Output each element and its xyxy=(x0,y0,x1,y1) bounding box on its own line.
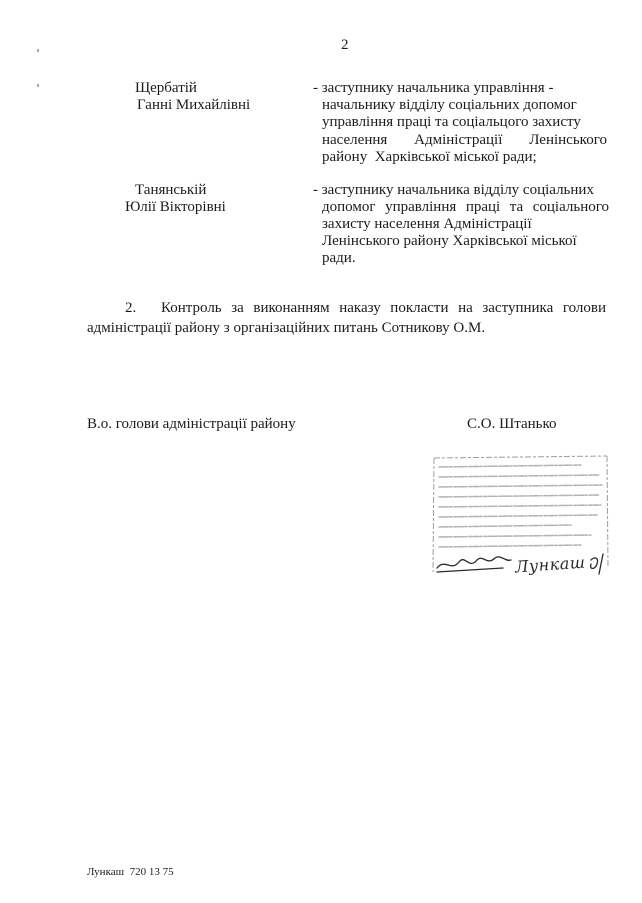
scan-speck xyxy=(37,84,39,87)
scan-speck xyxy=(37,49,39,52)
page-number: 2 xyxy=(341,37,349,53)
appointee-2-position-line: Ленінського району Харківської міської xyxy=(322,233,577,249)
stamp-signature: Лункаш xyxy=(514,552,586,577)
paragraph-line: адміністрації району з організаційних питань Сотникову О.М. xyxy=(87,320,486,336)
executor-footer: Лункаш 720 13 75 xyxy=(87,866,174,878)
appointee-1-name: Ганні Михайлівні xyxy=(137,97,251,113)
appointee-2-position-line: захисту населення Адміністрації xyxy=(322,216,532,232)
appointee-1-position-line: начальнику відділу соціальних допомог xyxy=(322,97,577,113)
appointee-2-position-line: - заступнику начальника відділу соціальних xyxy=(313,182,594,198)
appointee-1-position-line: управління праці та соціальцого захисту xyxy=(322,114,581,130)
appointee-2-surname: Танянській xyxy=(135,182,207,198)
appointee-2-position-line: допомог управління праці та соціального xyxy=(322,199,609,215)
appointee-1-position-line: населення Адміністрації Ленінського xyxy=(322,132,607,148)
appointee-2-name: Юлії Вікторівні xyxy=(125,199,226,215)
appointee-1-surname: Щербатій xyxy=(135,80,197,96)
paragraph-line: Контроль за виконанням наказу покласти на заступника голови xyxy=(161,300,606,316)
signatory-name: С.О. Штанько xyxy=(467,416,557,432)
appointee-1-position-line: району Харківської міської ради; xyxy=(322,149,537,165)
appointee-2-position-line: ради. xyxy=(322,250,356,266)
appointee-1-position-line: - заступнику начальника управління - xyxy=(313,80,554,96)
approval-stamp xyxy=(431,454,609,578)
paragraph-number: 2. xyxy=(125,300,137,316)
signatory-title: В.о. голови адміністрації району xyxy=(87,416,296,432)
